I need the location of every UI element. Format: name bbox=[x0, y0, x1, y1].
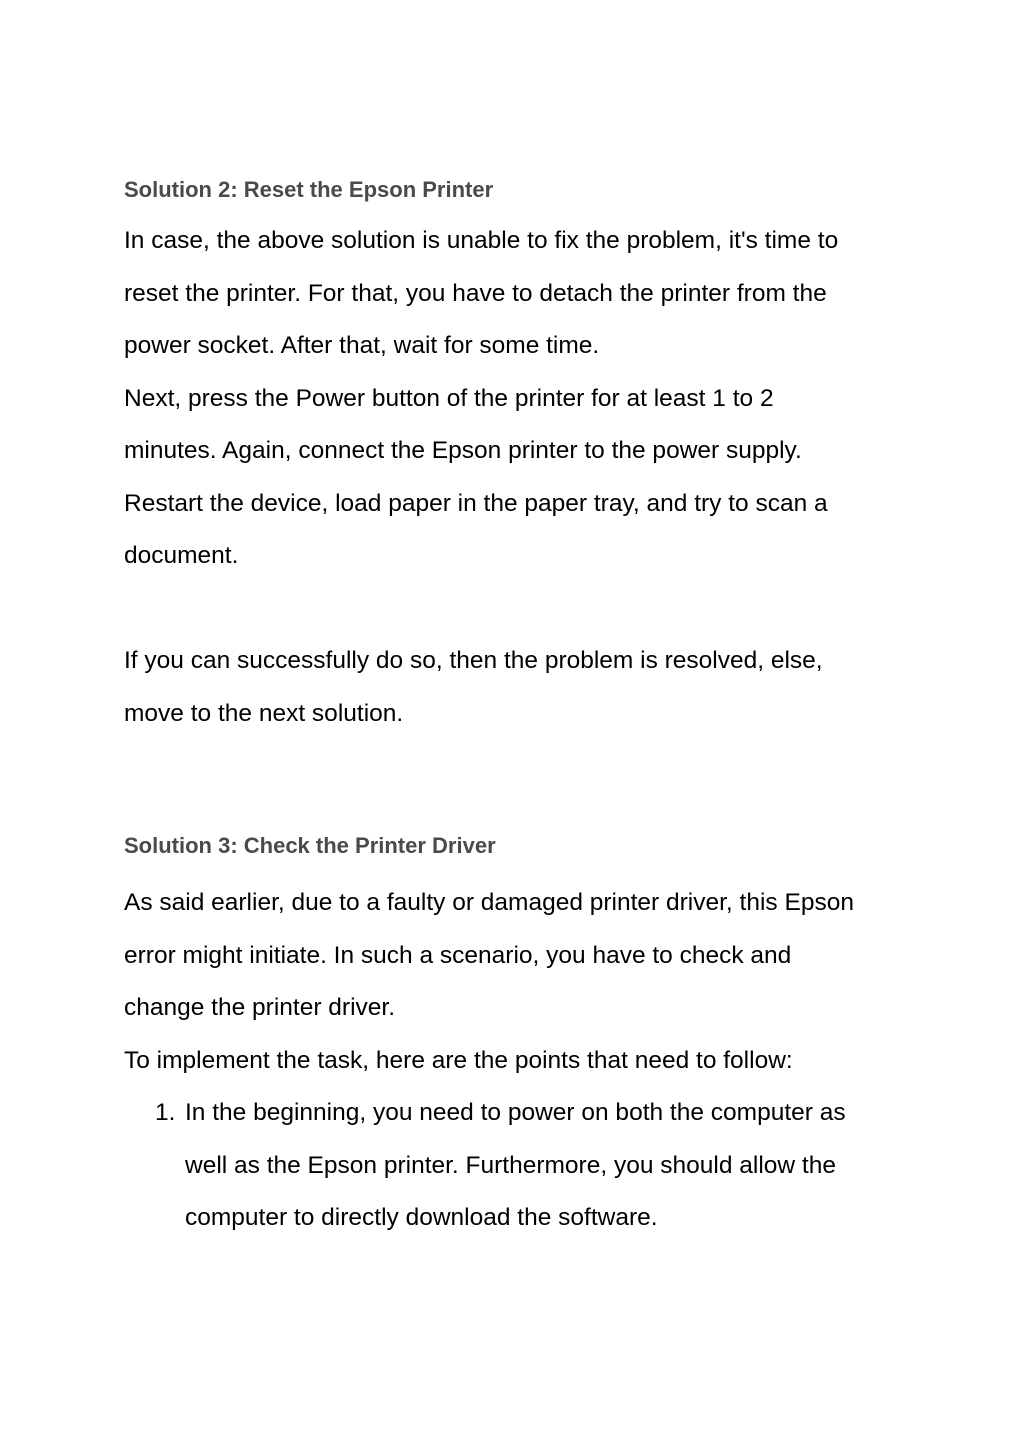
text-line: To implement the task, here are the points that need to follow: bbox=[124, 1046, 793, 1074]
text-line: Next, press the Power button of the printer for at least 1 to 2 bbox=[124, 384, 774, 412]
text-line: computer to directly download the software. bbox=[185, 1204, 658, 1231]
paragraph-reset-steps bbox=[124, 373, 904, 583]
text-line: move to the next solution. bbox=[124, 699, 404, 727]
section-heading-solution-3: Solution 3: Check the Printer Driver bbox=[124, 833, 496, 858]
blank-line bbox=[124, 583, 904, 636]
text-line: If you can successfully do so, then the problem is resolved, else, bbox=[124, 647, 823, 674]
text-line: Restart the device, load paper in the paper tray, and try to scan a bbox=[124, 489, 828, 517]
paragraph-reset-outcome bbox=[124, 635, 904, 740]
section-spacer bbox=[124, 740, 904, 832]
text-line: As said earlier, due to a faulty or damaged printer driver, this Epson bbox=[124, 889, 854, 916]
paragraph-driver-intro bbox=[124, 877, 904, 1035]
text-line: minutes. Again, connect the Epson printer to the power supply. bbox=[124, 437, 802, 464]
section-heading-solution-2: Solution 2: Reset the Epson Printer bbox=[124, 177, 494, 202]
text-line: reset the printer. For that, you have to detach the printer from the bbox=[124, 279, 827, 307]
text-line: error might initiate. In such a scenario, you have to check and bbox=[124, 941, 792, 969]
list-item-number: 1. bbox=[155, 1099, 176, 1126]
numbered-list bbox=[124, 1087, 904, 1245]
paragraph-reset-intro bbox=[124, 215, 904, 373]
document-content bbox=[124, 176, 904, 1245]
text-line: document. bbox=[124, 542, 239, 569]
text-line: In the beginning, you need to power on both the computer as bbox=[185, 1099, 846, 1126]
text-line: In case, the above solution is unable to fix the problem, it's time to bbox=[124, 227, 839, 254]
list-item bbox=[124, 1087, 904, 1245]
text-line: well as the Epson printer. Furthermore, you should allow the bbox=[185, 1151, 836, 1179]
text-line: power socket. After that, wait for some time. bbox=[124, 332, 600, 359]
text-line: change the printer driver. bbox=[124, 994, 396, 1021]
paragraph-driver-task bbox=[124, 1035, 904, 1088]
